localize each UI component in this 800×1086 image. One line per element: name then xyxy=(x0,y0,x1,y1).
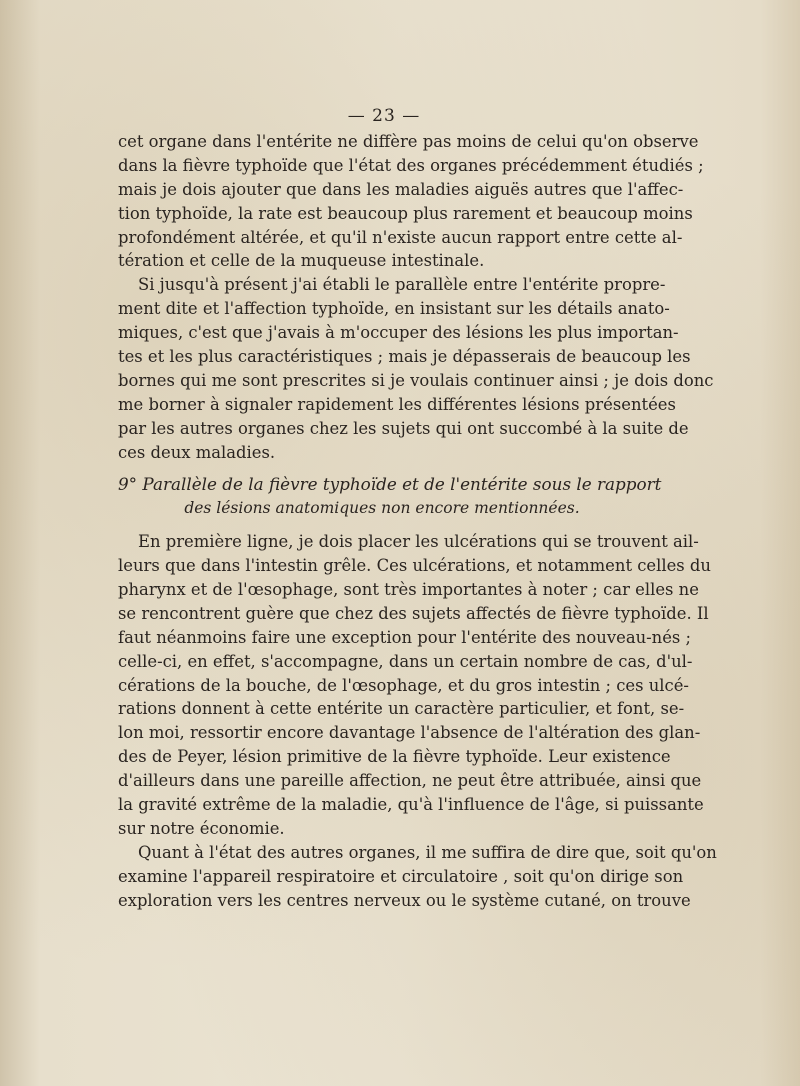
text-line: dans la fièvre typhoïde que l'état des organes précédemment étudiés ; xyxy=(118,155,704,175)
text-line: tes et les plus caractéristiques ; mais je dépasserais de beaucoup les xyxy=(118,347,691,367)
text-line: bornes qui me sont prescrites si je voulais continuer ainsi ; je dois donc xyxy=(118,370,714,390)
section-heading-line: 9° Parallèle de la fièvre typhoïde et de l'entérite sous le rapport xyxy=(118,474,662,495)
text-line: sur notre économie. xyxy=(118,818,285,838)
text-line: exploration vers les centres nerveux ou le système cutané, on trouve xyxy=(118,890,691,910)
text-line: cet organe dans l'entérite ne diffère pas moins de celui qu'on observe xyxy=(118,132,699,151)
text-line: par les autres organes chez les sujets qui ont succombé à la suite de xyxy=(118,418,689,438)
text-line: Si jusqu'à présent j'ai établi le parallèle entre l'entérite propre- xyxy=(138,275,666,295)
text-line: mais je dois ajouter que dans les maladies aiguës autres que l'affec- xyxy=(118,179,684,199)
text-line: leurs que dans l'intestin grêle. Ces ulcérations, et notamment celles du xyxy=(118,556,711,576)
text-line: des de Peyer, lésion primitive de la fièvre typhoïde. Leur existence xyxy=(118,747,671,767)
text-block xyxy=(118,104,717,913)
text-line: la gravité extrême de la maladie, qu'à l'influence de l'âge, si puissante xyxy=(118,795,704,815)
text-line: celle-ci, en effet, s'accompagne, dans un certain nombre de cas, d'ul- xyxy=(118,651,693,671)
text-line: pharynx et de l'œsophage, sont très importantes à noter ; car elles ne xyxy=(118,580,699,600)
text-line: En première ligne, je dois placer les ulcérations qui se trouvent ail- xyxy=(138,532,699,552)
text-line: ment dite et l'affection typhoïde, en insistant sur les détails anato- xyxy=(118,299,670,319)
text-line: se rencontrent guère que chez des sujets affectés de fièvre typhoïde. Il xyxy=(118,603,709,623)
text-line: profondément altérée, et qu'il n'existe aucun rapport entre cette al- xyxy=(118,227,683,247)
text-line: tion typhoïde, la rate est beaucoup plus rarement et beaucoup moins xyxy=(118,203,693,223)
text-line: miques, c'est que j'avais à m'occuper des lésions les plus importan- xyxy=(118,323,679,343)
paragraph-parallel xyxy=(118,273,714,464)
section-heading xyxy=(118,473,662,521)
paragraph-spleen xyxy=(118,130,704,273)
text-line: d'ailleurs dans une pareille affection, ne peut être attribuée, ainsi que xyxy=(118,771,702,791)
paragraph-ulcerations xyxy=(118,530,711,841)
paragraph-other-organs xyxy=(118,841,717,913)
text-line: tération et celle de la muqueuse intestinale. xyxy=(118,251,485,271)
text-line: ces deux maladies. xyxy=(118,442,276,462)
text-line: me borner à signaler rapidement les différentes lésions présentées xyxy=(118,394,676,414)
page-number: — 23 — xyxy=(347,106,421,126)
text-line: lon moi, ressortir encore davantage l'absence de l'altération des glan- xyxy=(118,723,701,743)
text-line: examine l'appareil respiratoire et circulatoire , soit qu'on dirige son xyxy=(118,866,684,886)
text-line: cérations de la bouche, de l'œsophage, et du gros intestin ; ces ulcé- xyxy=(118,675,689,695)
text-line: Quant à l'état des autres organes, il me suffira de dire que, soit qu'on xyxy=(138,842,717,862)
section-heading-line: des lésions anatomiques non encore mentionnées. xyxy=(184,499,580,518)
text-line: faut néanmoins faire une exception pour l'entérite des nouveau-nés ; xyxy=(118,627,692,647)
text-line: rations donnent à cette entérite un caractère particulier, et font, se- xyxy=(118,699,685,719)
